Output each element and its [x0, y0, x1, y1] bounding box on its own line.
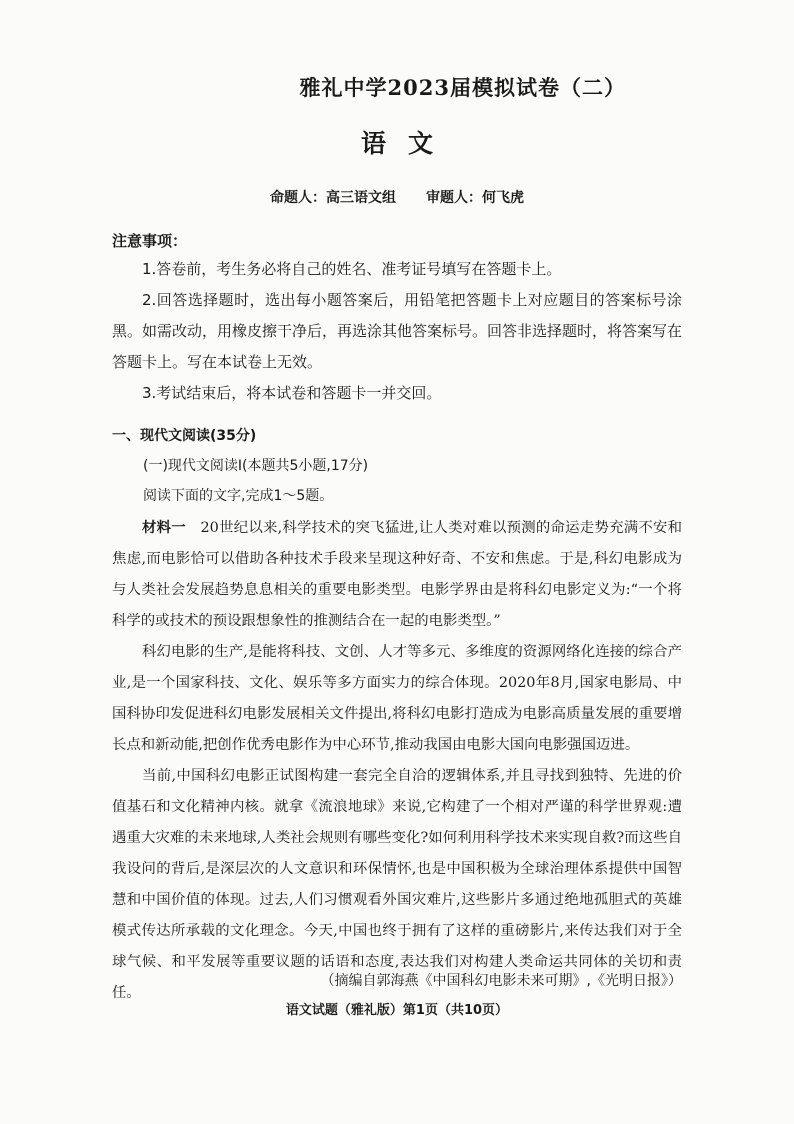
subject-title: 语文: [360, 129, 455, 158]
author-line: [0, 187, 794, 207]
reviewer-label: 审题人：何飞虎: [426, 190, 524, 206]
exam-title: 雅礼中学2023届模拟试卷（二）: [299, 75, 626, 100]
material-source: （摘编自郭海燕《中国科幻电影未来可期》,《光明日报》）: [320, 973, 682, 989]
material-paragraph-1-text: 20世纪以来,科学技术的突飞猛进,让人类对难以预测的命运走势充满不安和焦虑,而电影恰可以借助各种技术手段来呈现这种好奇、不安和焦虑。于是,科幻电影成为与人类社会发展趋势息息相关的重要电影类型。电影学界由是将科幻电影定义为:“一个将科学的或技术的预设跟想象性的推测结合在一起的电影类型。”: [112, 520, 682, 629]
notice-item-1: 1.答卷前，考生务必将自己的姓名、准考证号填写在答题卡上。: [142, 260, 562, 278]
material-paragraph-1: [112, 513, 682, 637]
notice-heading: 注意事项：: [112, 232, 188, 250]
notice-item-3: 3.考试结束后，将本试卷和答题卡一并交回。: [142, 384, 442, 402]
section-heading: 一、现代文阅读(35分): [112, 428, 257, 444]
material-label: 材料一: [142, 520, 186, 536]
material-paragraph-2: 科幻电影的生产,是能将科技、文创、人才等多元、多维度的资源网络化连接的综合产业,是一个国家科技、文化、娱乐等多方面实力的综合体现。2020年8月,国家电影局、中国科协印发促进科幻电影发展相关文件提出,将科幻电影打造成为电影高质量发展的重要增长点和新动能,把创作优秀电影作为中心环节,推动我国由电影大国向电影强国迈进。: [112, 644, 682, 753]
page-footer: 语文试题（雅礼版）第1页（共10页）: [285, 1003, 509, 1018]
reading-instruction: 阅读下面的文字,完成1～5题。: [143, 488, 334, 504]
material-paragraph-3: 当前,中国科幻电影正试图构建一套完全自洽的逻辑体系,并且寻找到独特、先进的价值基石和文化精神内核。就拿《流浪地球》来说,它构建了一个相对严谨的科学世界观:遭遇重大灾难的未来地球,人类社会规则有哪些变化?如何利用科学技术来实现自救?而这些自我设问的背后,是深层次的人文意识和环保情怀,也是中国积极为全球治理体系提供中国智慧和中国价值的体现。过去,人们习惯观看外国灾难片,这些影片多通过绝地孤胆式的英雄模式传达所承载的文化理念。今天,中国也终于拥有了这样的重磅影片,来传达我们对于全球气候、和平发展等重要议题的话语和态度,表达我们对构建人类命运共同体的关切和责任。: [112, 768, 682, 1001]
setter-label: 命题人：高三语文组: [270, 190, 396, 206]
section-subheading: (一)现代文阅读Ⅰ(本题共5小题,17分): [143, 458, 369, 474]
notice-item-2: 2.回答选择题时，选出每小题答案后，用铅笔把答题卡上对应题目的答案标号涂黑。如需改动，用橡皮擦干净后，再选涂其他答案标号。回答非选择题时，将答案写在答题卡上。写在本试卷上无效。: [112, 291, 683, 371]
